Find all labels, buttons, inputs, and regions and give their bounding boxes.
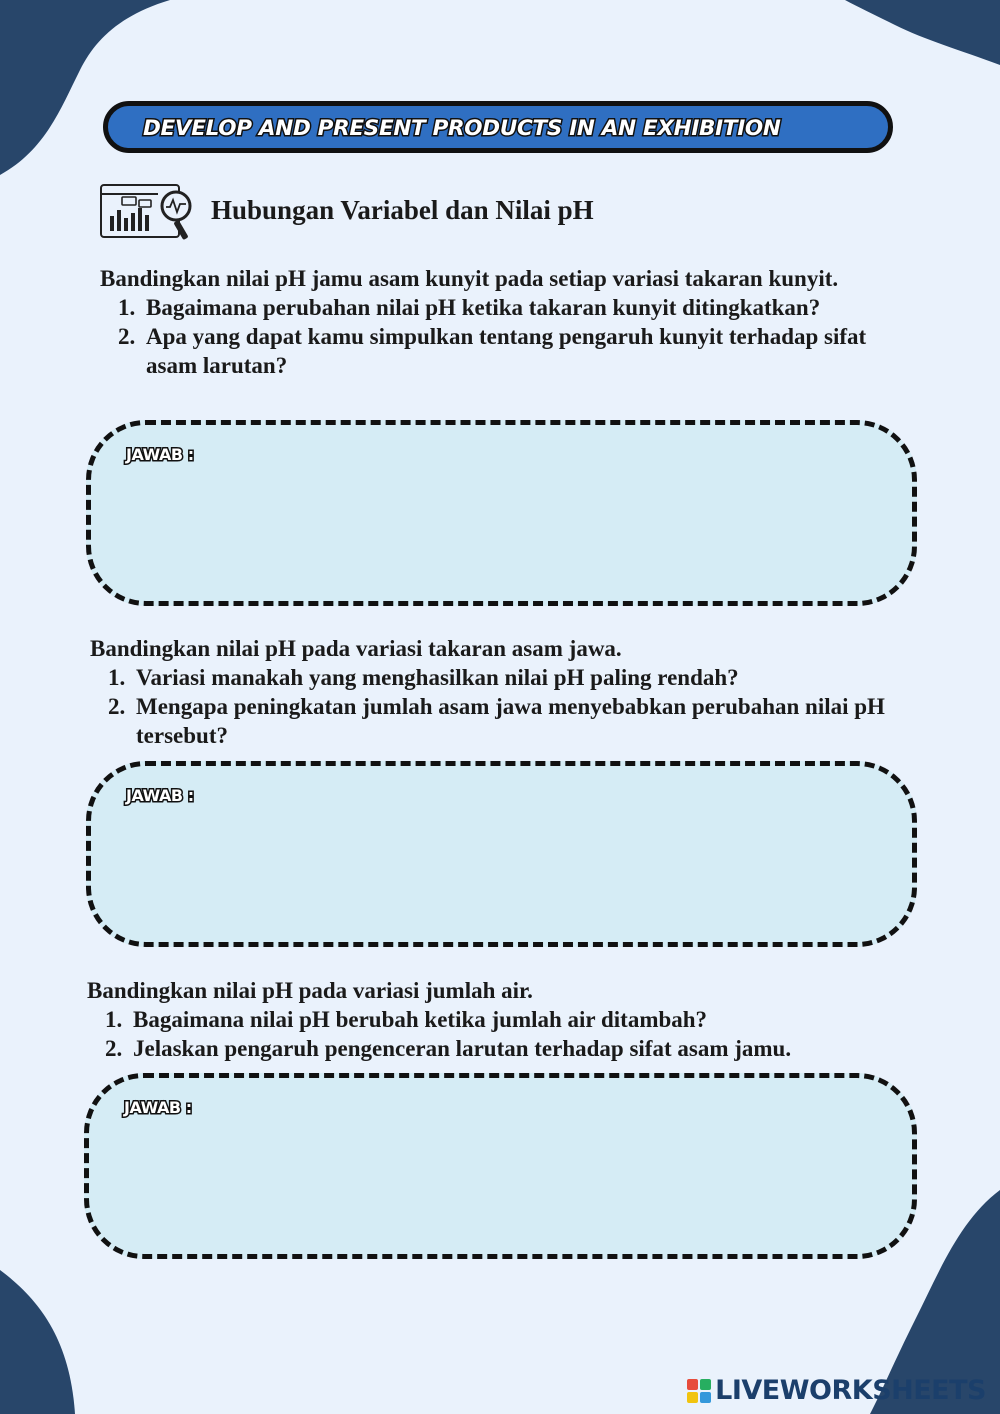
question-list [90,663,910,750]
question-list [87,1005,917,1063]
answer-box-3[interactable] [84,1073,917,1259]
data-analysis-icon [98,180,198,244]
question-number: 1. [108,665,126,690]
blob-top-right [845,0,1000,65]
question-text: Apa yang dapat kamu simpulkan tentang pengaruh kunyit terhadap sifat asam larutan? [146,324,867,378]
question-list [100,293,920,380]
answer-label: JAWAB : [126,786,194,805]
question-item [100,322,920,380]
question-section-1 [100,264,920,380]
question-text: Bagaimana perubahan nilai pH ketika takaran kunyit ditingkatkan? [146,295,821,320]
banner-text: DEVELOP AND PRESENT PRODUCTS IN AN EXHIBITION [143,116,781,141]
question-text: Variasi manakah yang menghasilkan nilai pH paling rendah? [136,665,739,690]
question-number: 2. [105,1036,123,1061]
answer-label: JAWAB : [126,445,194,464]
answer-box-2[interactable] [86,761,917,947]
section-intro: Bandingkan nilai pH pada variasi jumlah air. [87,978,533,1003]
question-text: Jelaskan pengaruh pengenceran larutan terhadap sifat asam jamu. [133,1036,792,1061]
question-item [90,692,910,750]
question-number: 2. [108,694,126,719]
question-item [90,663,910,692]
section-intro: Bandingkan nilai pH jamu asam kunyit pada setiap variasi takaran kunyit. [100,266,839,291]
question-item [100,293,920,322]
footer-brand-text: LIVEWORKSHEETS [715,1375,986,1406]
blob-bottom-left [0,1270,75,1414]
answer-box-1[interactable] [86,420,917,606]
question-number: 2. [118,324,136,349]
question-section-3 [87,976,917,1063]
liveworksheets-logo-icon [687,1379,711,1403]
question-number: 1. [118,295,136,320]
question-text: Bagaimana nilai pH berubah ketika jumlah air ditambah? [133,1007,708,1032]
footer-brand [687,1375,986,1406]
question-number: 1. [105,1007,123,1032]
question-item [87,1034,917,1063]
title-banner [103,101,893,153]
question-item [87,1005,917,1034]
section-intro: Bandingkan nilai pH pada variasi takaran asam jawa. [90,636,622,661]
question-section-2 [90,634,910,750]
page-title: Hubungan Variabel dan Nilai pH [211,195,594,225]
question-text: Mengapa peningkatan jumlah asam jawa menyebabkan perubahan nilai pH tersebut? [136,694,885,748]
answer-label: JAWAB : [124,1098,192,1117]
